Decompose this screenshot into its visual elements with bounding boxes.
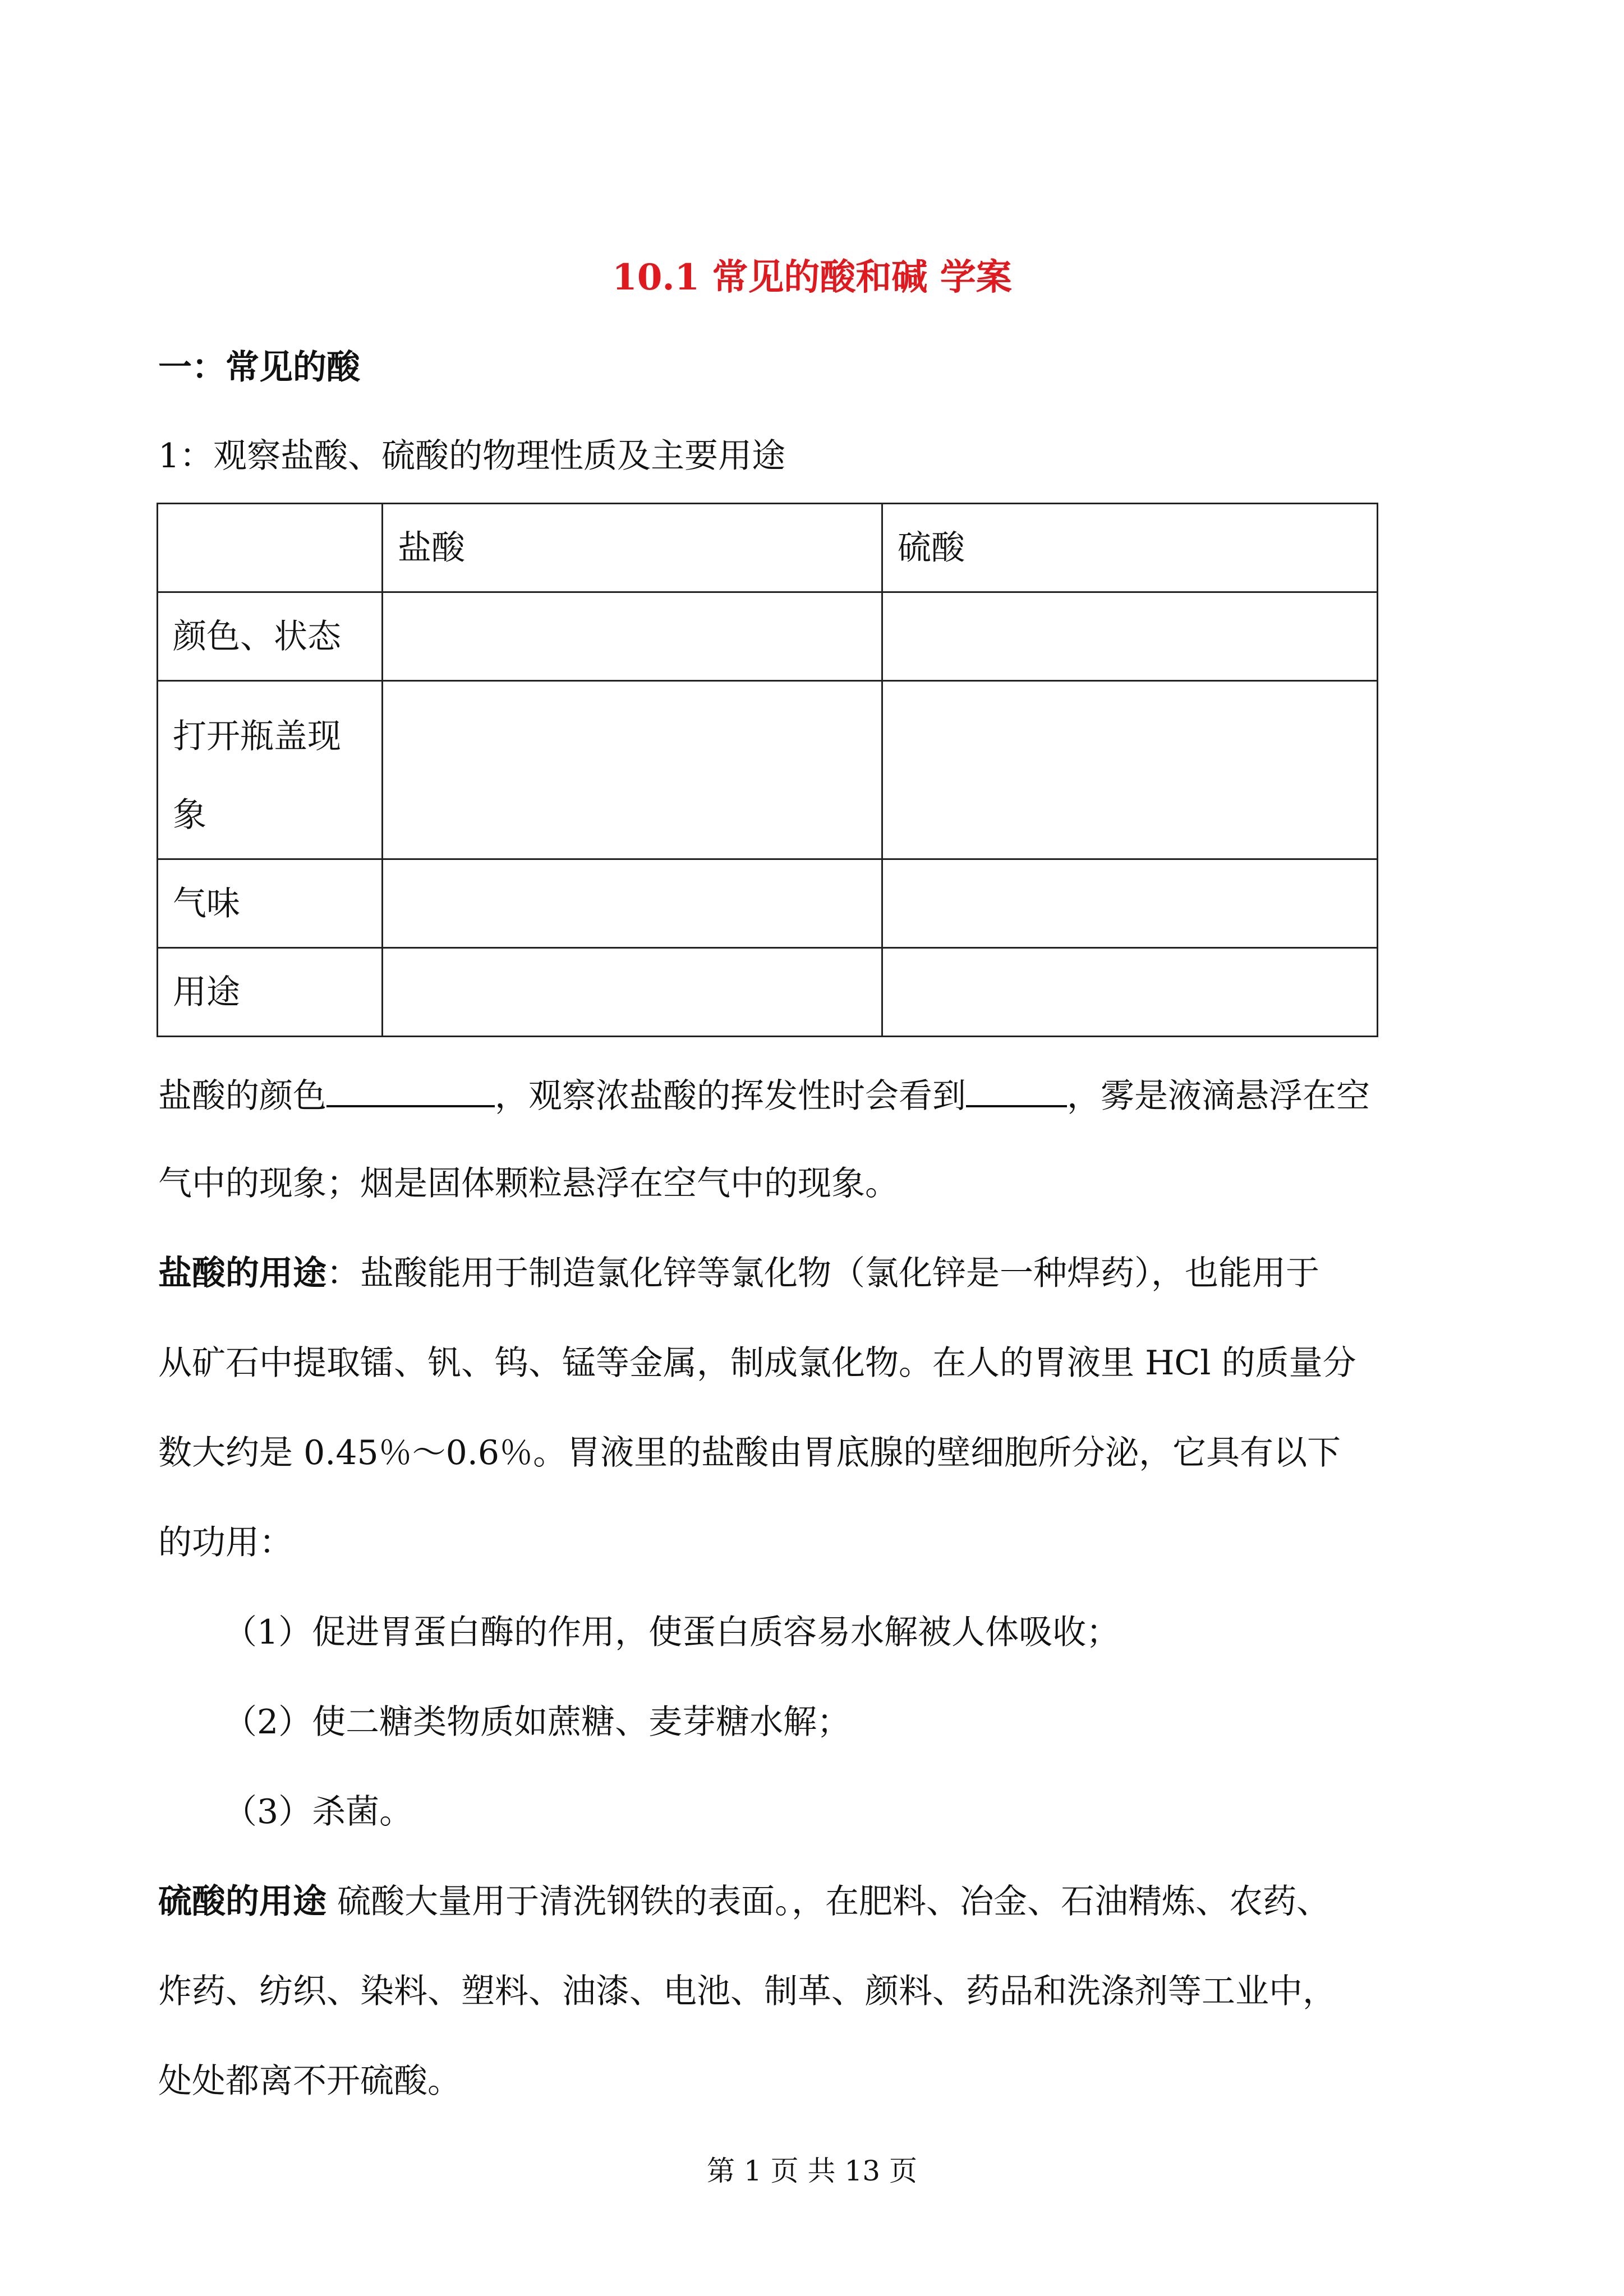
table-cell-empty bbox=[383, 948, 882, 1037]
paragraph-hcl-color-line2: 气中的现象；烟是固体颗粒悬浮在空气中的现象。 bbox=[158, 1164, 899, 1203]
list-item: （2）使二糖类物质如蔗糖、麦芽糖水解； bbox=[223, 1703, 851, 1742]
paragraph-line: 从矿石中提取镭、钒、钨、锰等金属，制成氯化物。在人的胃液里 HCl 的质量分 bbox=[158, 1343, 1356, 1383]
paragraph-hcl-color bbox=[158, 1073, 1370, 1117]
hcl-use-label: 盐酸的用途 bbox=[158, 1254, 326, 1293]
table-row-label-odor: 气味 bbox=[158, 859, 383, 948]
label-line-1: 打开瓶盖现 bbox=[173, 716, 341, 756]
table-cell-empty bbox=[882, 592, 1378, 681]
table-cell-empty bbox=[383, 592, 882, 681]
page-footer: 第 1 页 共 13 页 bbox=[707, 2155, 917, 2187]
fill-blank-observation bbox=[966, 1073, 1067, 1107]
table-header-sulfuric-acid: 硫酸 bbox=[882, 504, 1378, 592]
table-row-label-open-cap bbox=[158, 681, 383, 859]
table-row bbox=[158, 592, 1378, 681]
table-header-row bbox=[158, 504, 1378, 592]
table-row bbox=[158, 948, 1378, 1037]
text: ，观察浓盐酸的挥发性时会看到 bbox=[495, 1076, 966, 1116]
section-heading-acids: 一：常见的酸 bbox=[158, 348, 360, 387]
h2so4-use-label: 硫酸的用途 bbox=[158, 1882, 326, 1921]
table-row bbox=[158, 859, 1378, 948]
paragraph-line: 炸药、纺织、染料、塑料、油漆、电池、制革、颜料、药品和洗涤剂等工业中， bbox=[158, 1972, 1336, 2011]
table-cell-empty bbox=[882, 948, 1378, 1037]
table-row bbox=[158, 681, 1378, 859]
table-header-cell-empty bbox=[158, 504, 383, 592]
paragraph-line: 处处都离不开硫酸。 bbox=[158, 2062, 461, 2101]
text: 盐酸的颜色 bbox=[158, 1076, 326, 1116]
table-header-hydrochloric-acid: 盐酸 bbox=[383, 504, 882, 592]
question-1: 1：观察盐酸、硫酸的物理性质及主要用途 bbox=[158, 436, 786, 476]
properties-table bbox=[157, 503, 1378, 1037]
table-row-label-use: 用途 bbox=[158, 948, 383, 1037]
table-cell-empty bbox=[383, 859, 882, 948]
label-line-2: 象 bbox=[173, 795, 206, 835]
list-item: （1）促进胃蛋白酶的作用，使蛋白质容易水解被人体吸收； bbox=[223, 1613, 1120, 1652]
table-cell-empty bbox=[882, 859, 1378, 948]
paragraph-hcl-use bbox=[158, 1252, 1319, 1295]
list-item: （3）杀菌。 bbox=[223, 1792, 413, 1832]
text: 硫酸大量用于清洗钢铁的表面。，在肥料、冶金、石油精炼、农药、 bbox=[326, 1882, 1331, 1921]
fill-blank-color bbox=[326, 1073, 495, 1107]
text: ，雾是液滴悬浮在空 bbox=[1067, 1076, 1370, 1116]
table-cell-empty bbox=[882, 681, 1378, 859]
text: ：盐酸能用于制造氯化锌等氯化物（氯化锌是一种焊药），也能用于 bbox=[326, 1254, 1319, 1293]
table-row-label-color-state: 颜色、状态 bbox=[158, 592, 383, 681]
document-title: 10.1 常见的酸和碱 学案 bbox=[612, 256, 1012, 298]
paragraph-line: 数大约是 0.45％～0.6％。胃液里的盐酸由胃底腺的壁细胞所分泌，它具有以下 bbox=[158, 1433, 1341, 1473]
paragraph-line: 的功用： bbox=[158, 1523, 293, 1562]
table-cell-empty bbox=[383, 681, 882, 859]
paragraph-h2so4-use bbox=[158, 1880, 1330, 1923]
